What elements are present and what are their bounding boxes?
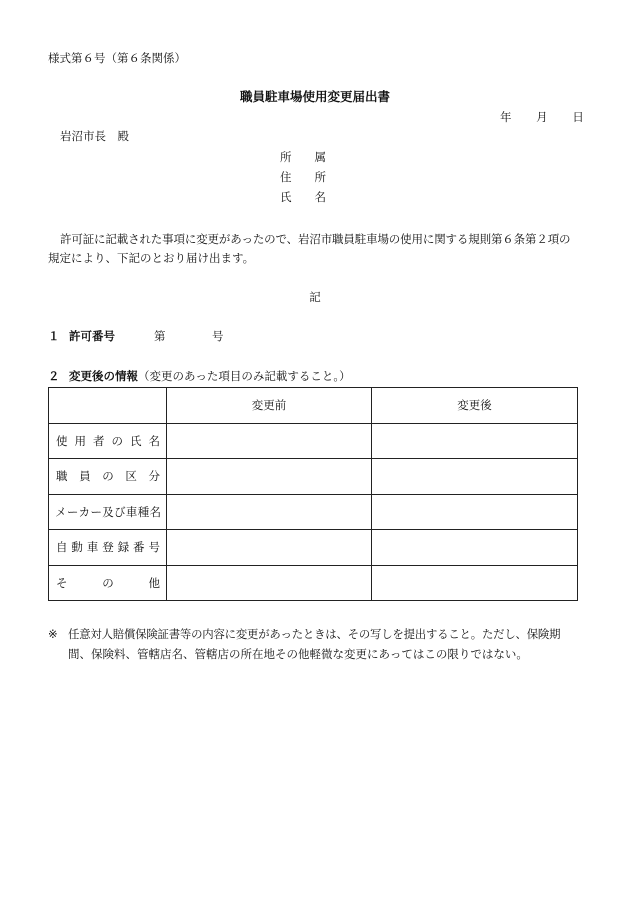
section-2-heading [69,371,351,383]
changes-table [48,387,578,601]
label-char: 号 [148,540,160,555]
section-2-label: 変更後の情報 [69,369,138,383]
cell-before[interactable] [167,530,372,566]
row-label-registration-number [49,530,167,566]
label-char: 住 [280,170,292,184]
label-char: 車 [86,540,99,555]
cell-before[interactable] [167,565,372,601]
label-char: 使 [56,433,68,448]
footnote-line-2: 間、保険料、管轄店名、管轄店の所在地その他軽微な変更にあってはこの限りではない。 [68,647,528,661]
permit-number-prefix: 第 [154,329,166,343]
label-char: 他 [148,575,160,590]
date-day: 日 [572,110,584,124]
table-row [49,459,578,495]
row-label-other [49,565,167,601]
applicant-name [280,192,326,204]
cell-after[interactable] [372,459,578,495]
table-row [49,565,578,601]
table-header-after: 変更後 [372,388,578,424]
cell-before[interactable] [167,423,372,459]
label-char: 区 [125,469,137,484]
label-char: 及 [102,504,114,519]
label-char: ー [90,504,102,519]
label-char: の [102,469,114,484]
table-header-before: 変更前 [167,388,372,424]
cell-after[interactable] [372,530,578,566]
table-header-blank [49,388,167,424]
section-1-label: 許可番号 [69,329,115,343]
label-char: 所 [314,170,326,184]
table-row [49,423,578,459]
page-title: 職員駐車場使用変更届出書 [239,89,390,104]
label-char: 登 [102,540,114,555]
section-2-note: （変更のあった項目のみ記載すること。） [138,369,351,383]
label-char: 氏 [280,190,292,204]
label-char: 員 [79,469,91,484]
row-label-user-name [49,423,167,459]
label-char: そ [56,575,68,590]
label-char: ー [66,504,79,519]
label-char: 氏 [130,433,142,448]
label-char: 所 [280,150,292,164]
label-char: 動 [71,540,83,555]
label-char: 名 [314,190,326,204]
label-char: 名 [148,433,160,448]
applicant-affiliation [280,152,326,164]
body-text-line-2: 規定により、下記のとおり届け出ます。 [48,251,255,265]
footnote-mark: ※ [48,627,58,641]
label-char: 自 [56,540,68,555]
date-year: 年 [500,110,512,124]
cell-before[interactable] [167,494,372,530]
label-char: 属 [314,150,326,164]
label-char: び [114,504,126,519]
section-1-number: １ [48,329,60,343]
label-char: 者 [93,433,105,448]
label-char: カ [78,504,91,519]
label-char: 番 [133,540,145,555]
cell-before[interactable] [167,459,372,495]
label-char: の [102,575,114,590]
label-char: 車 [125,504,138,519]
label-char: 名 [149,504,161,519]
table-row [49,530,578,566]
table-row [49,494,578,530]
record-mark: 記 [309,290,321,304]
section-2-number: ２ [48,369,60,383]
form-number: 様式第６号（第６条関係） [48,51,186,65]
cell-after[interactable] [372,494,578,530]
row-label-staff-category [49,459,167,495]
label-char: メ [55,504,67,519]
label-char: の [111,433,123,448]
table-header-row [49,388,578,424]
applicant-address [280,172,326,184]
addressee: 岩沼市長 殿 [60,129,129,143]
label-char: 分 [148,469,160,484]
cell-after[interactable] [372,565,578,601]
label-char: 用 [74,433,86,448]
label-char: 職 [56,469,68,484]
cell-after[interactable] [372,423,578,459]
footnote-line-1: 任意対人賠償保険証書等の内容に変更があったときは、その写しを提出すること。ただし、保険期 [68,627,561,641]
row-label-maker-model [49,494,167,530]
permit-number-suffix: 号 [212,329,224,343]
body-text-line-1: 許可証に記載された事項に変更があったので、岩沼市職員駐車場の使用に関する規則第６条第２項の [60,232,571,246]
label-char: 種 [137,504,150,519]
date-month: 月 [536,110,548,124]
date-line [500,112,584,124]
label-char: 録 [117,540,130,555]
